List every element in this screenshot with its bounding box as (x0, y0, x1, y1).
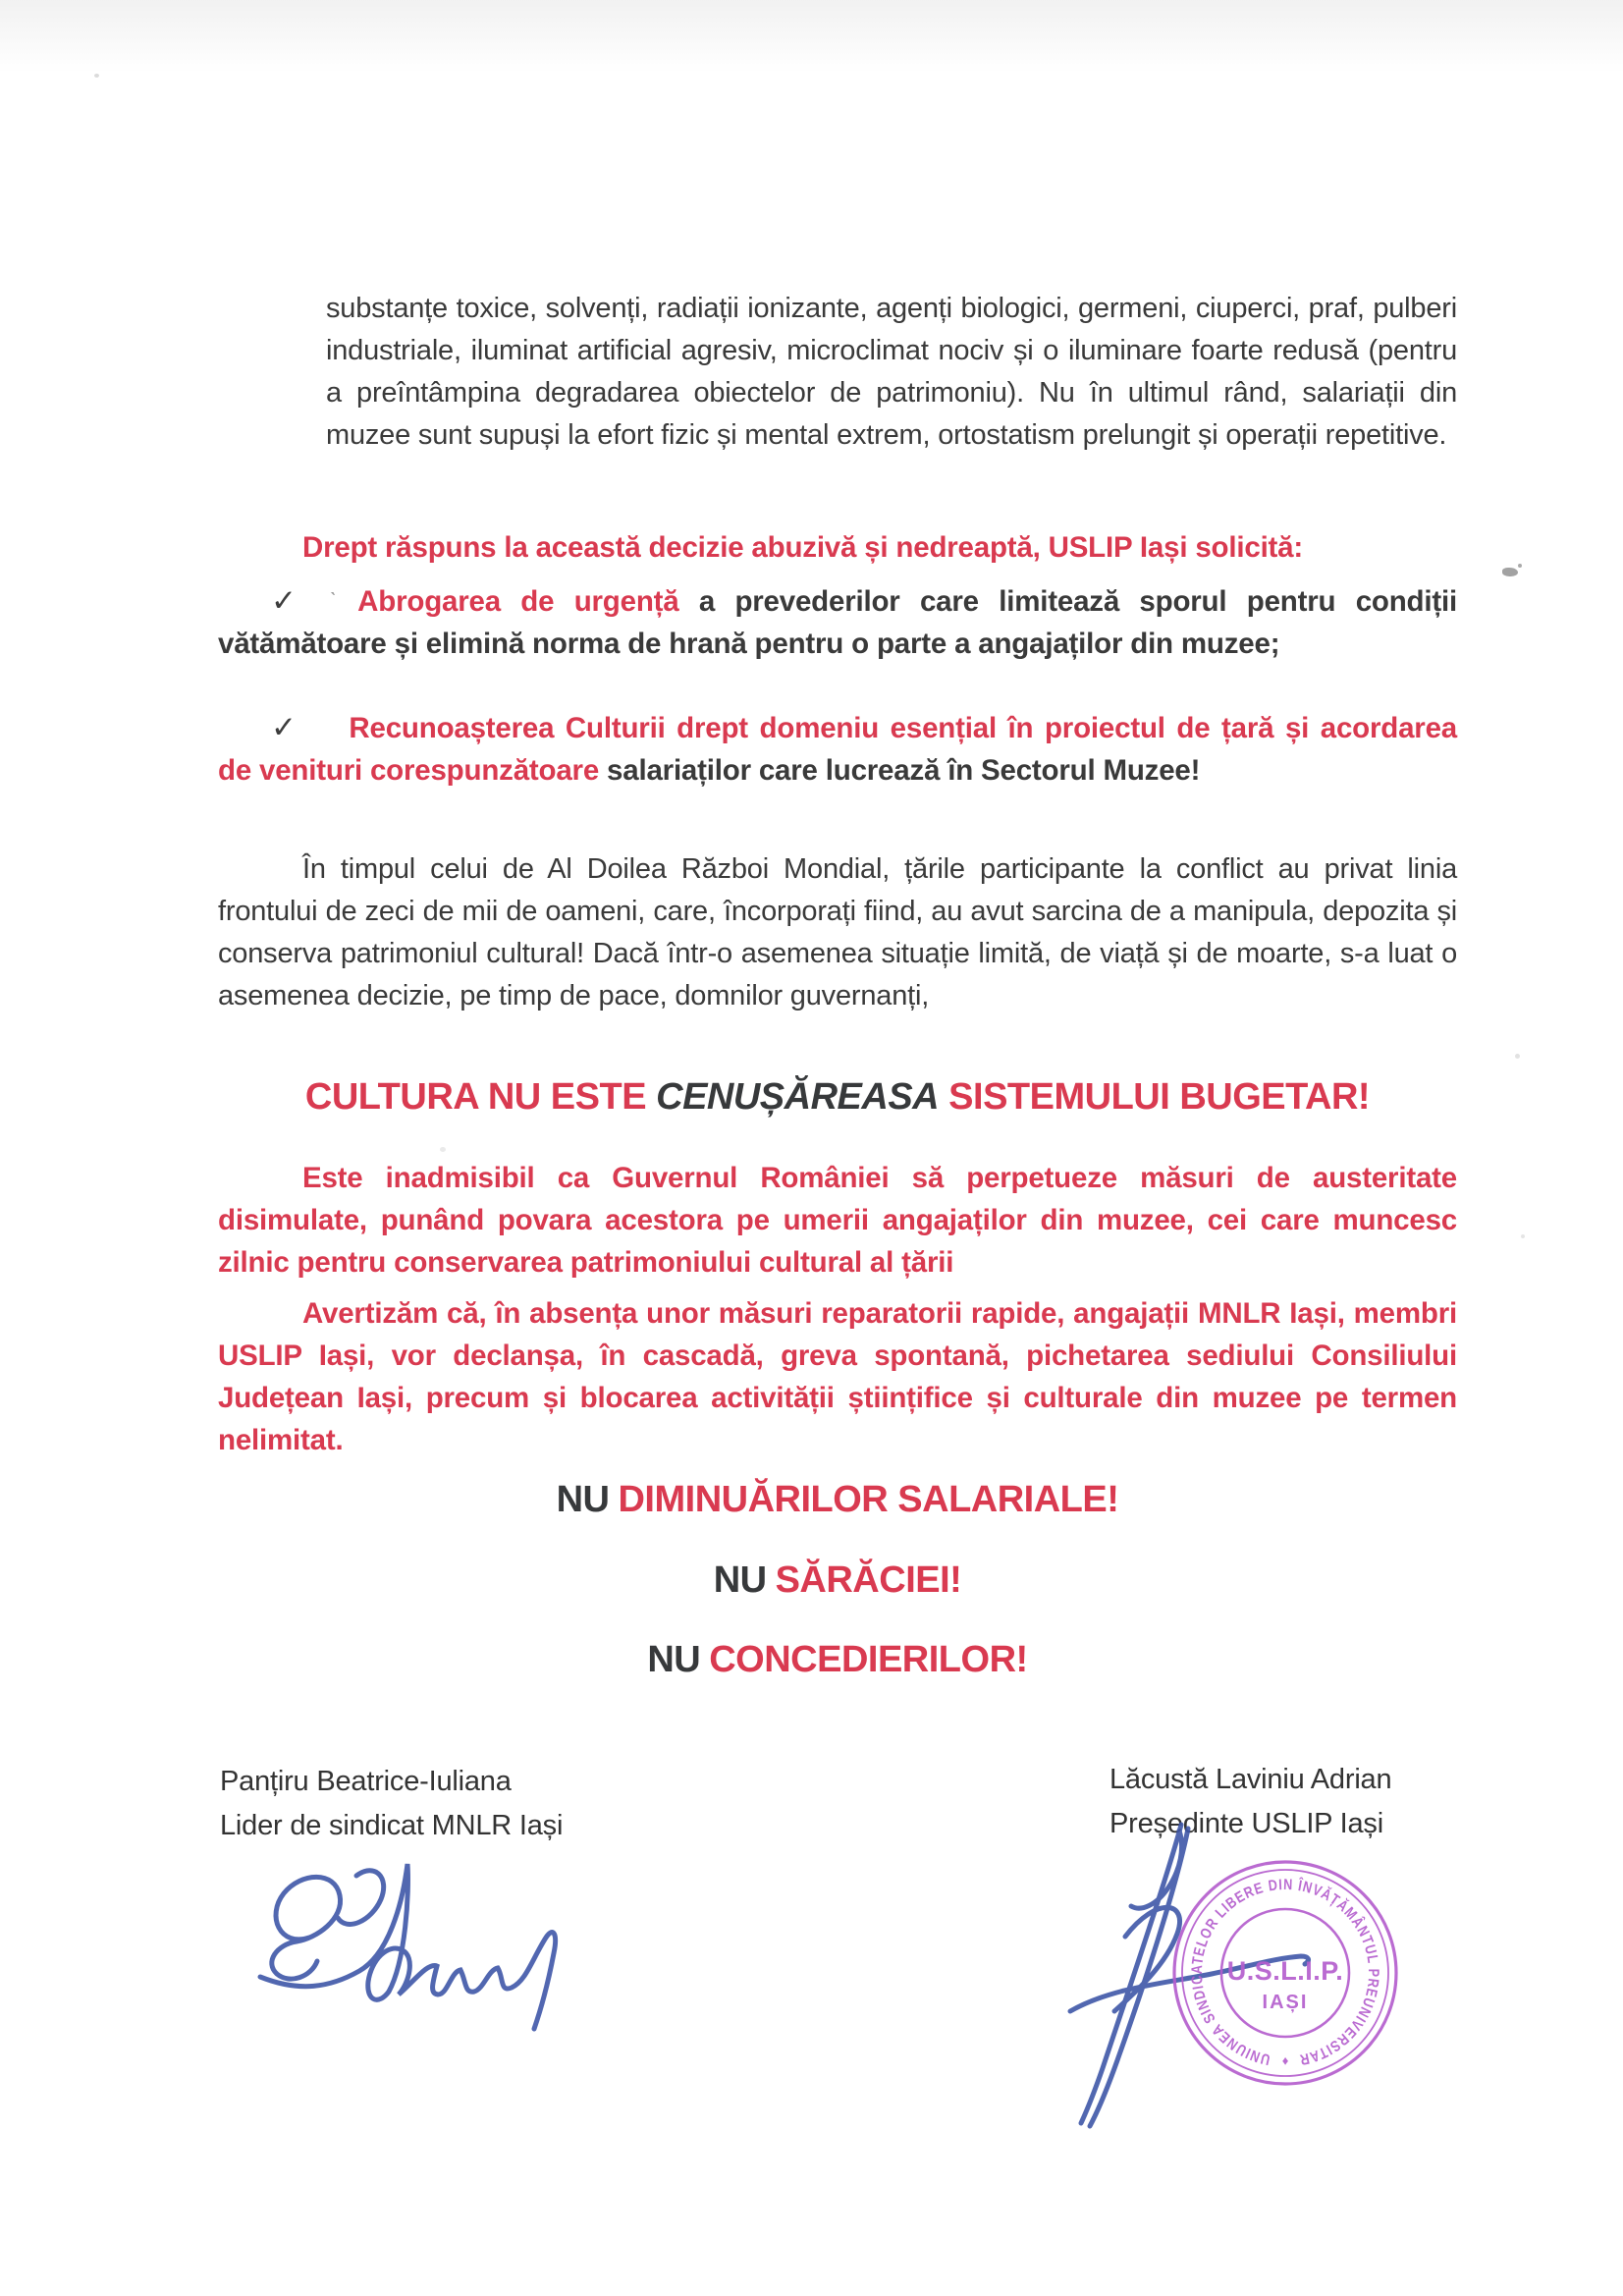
demand-item-2 (218, 706, 1457, 792)
slogan-prefix: NU (713, 1559, 767, 1601)
scan-speck (94, 74, 99, 78)
scan-speck (1515, 1054, 1520, 1059)
signatory-role-right: Președinte USLIP Iași (1109, 1808, 1383, 1839)
paragraph-war-context: În timpul celui de Al Doilea Război Mondial, țările participante la conflict au privat linia frontului de zeci de mii de oameni, care, încorporați fiind, au avut sarcina de a manipula, depozita și conserva patrimoniul cultural! Dacă într-o asemenea situație limită, de viață și de moarte, s-a luat o asemenea decizie, pe timp de pace, domnilor guvernanți, (218, 853, 1457, 1011)
slogan-cultura-part1: CULTURA NU ESTE (304, 1076, 647, 1118)
stamp-ring-text: UNIUNEA SINDICATELOR LIBERE DIN ÎNVĂȚĂMÂNTUL PREUNIVERSITAR (1188, 1876, 1382, 2069)
checkmark-icon: ✓ (271, 583, 309, 618)
scan-artifact-band (0, 0, 1623, 73)
demand-1-highlight: Abrogarea de urgență (357, 585, 679, 618)
scan-speck (1502, 568, 1518, 576)
slogan-cultura (218, 1074, 1457, 1120)
signatory-name-right: Lăcustă Laviniu Adrian (1109, 1764, 1392, 1795)
slogan-nu-salariale (218, 1477, 1457, 1522)
demand-2-text: salariaților care lucrează în Sectorul Muzee! (599, 754, 1201, 787)
slogan-nu-saraciei (218, 1558, 1457, 1603)
slogan-nu-concedieri (218, 1637, 1457, 1682)
slogan-cultura-part3: SISTEMULUI BUGETAR! (948, 1076, 1371, 1118)
checkmark-icon: ✓ (271, 710, 300, 744)
demand-1-text: a prevederilor care limitează sporul pentru condiții vătămătoare și elimină norma de hrană pentru o parte a angajaților din muzee; (218, 585, 1457, 660)
stamp-separator: ♦ (1281, 2054, 1289, 2069)
demands-heading: Drept răspuns la această decizie abuzivă și nedreaptă, USLIP Iași solicită: (302, 531, 1304, 564)
scan-speck (440, 1147, 446, 1152)
scan-speck (1521, 1234, 1525, 1238)
slogan-prefix: NU (556, 1479, 610, 1520)
uslip-stamp (1162, 1854, 1409, 2098)
slogan-prefix: NU (647, 1639, 701, 1680)
slogan-text: DIMINUĂRILOR SALARIALE! (618, 1479, 1119, 1520)
demand-item-1 (218, 579, 1457, 665)
slogan-text: CONCEDIERILOR! (709, 1639, 1028, 1680)
demand-2-highlight: Recunoașterea Culturii drept domeniu esențial în proiectul de țară și acordarea de venituri corespunzătoare (218, 712, 1457, 787)
handwritten-signature-left (241, 1844, 594, 2050)
scan-speck (1518, 564, 1522, 568)
scan-tick-artifact: ˋ (329, 588, 337, 613)
slogan-text: SĂRĂCIEI! (775, 1559, 962, 1601)
paragraph-austerity: Este inadmisibil ca Guvernul României să perpetueze măsuri de austeritate disimulate, punând povara acestora pe umerii angajaților din muzee, cei care muncesc zilnic pentru conservarea patrimoniului cultural al țării (218, 1162, 1457, 1279)
signatory-role-left: Lider de sindicat MNLR Iași (220, 1810, 564, 1841)
paragraph-warning: Avertizăm că, în absența unor măsuri reparatorii rapide, angajații MNLR Iași, membri USLIP Iași, vor declanșa, în cascadă, greva spontană, pichetarea sediului Consiliului Județean Iași, precum și blocarea activității științifice și culturale din muzee pe termen nelimitat. (218, 1297, 1457, 1456)
signatory-name-left: Panțiru Beatrice-Iuliana (220, 1766, 512, 1797)
stamp-center-text: U.S.L.I.P. (1226, 1956, 1344, 1986)
stamp-city-text: IAȘI (1262, 1992, 1309, 2013)
signature-block-left (220, 1760, 730, 1848)
slogan-cultura-part2: CENUȘĂREASA (656, 1076, 940, 1118)
paragraph-continuation: substanțe toxice, solvenți, radiații ionizante, agenți biologici, germeni, ciuperci, praf, pulberi industriale, iluminat artificial agresiv, microclimat nociv și o iluminare foarte redusă (pentru a preîntâmpina degradarea obiectelor de patrimoniu). Nu în ultimul rând, salariații din muzee sunt supuși la efort fizic și mental extrem, ortostatism prelungit și operații repetitive. (326, 293, 1457, 451)
